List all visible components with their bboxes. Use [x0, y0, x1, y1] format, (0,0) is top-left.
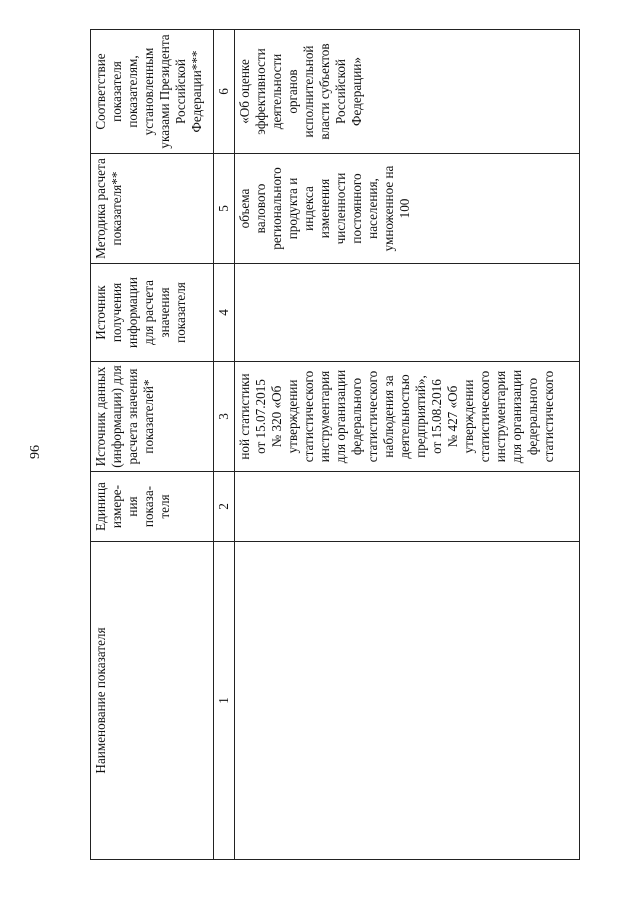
cell-text-line: индекса: [301, 186, 316, 231]
cell-unit: [235, 472, 580, 542]
cell-text-line: валового: [253, 183, 268, 234]
cell-text-line: статистического: [477, 370, 492, 463]
header-row: [91, 30, 214, 860]
cell-text-line: предприятий»,: [413, 375, 428, 458]
cell-text-line: изменения: [317, 178, 332, 239]
cell-indicator-name: [235, 542, 580, 860]
cell-text-line: регионального: [269, 167, 284, 250]
cell-text-line: от 15.08.2016: [429, 379, 444, 454]
cell-text-line: статистического: [301, 370, 316, 463]
header-unit: Единица измере- ния показа- теля: [91, 472, 214, 542]
cell-text-line: умноженное на: [381, 165, 396, 252]
cell-text-line: объема: [237, 188, 252, 229]
column-number: 4: [214, 264, 235, 362]
cell-compliance: [235, 30, 580, 154]
column-number: 3: [214, 362, 235, 472]
cell-text-line: утверждении: [461, 379, 476, 454]
cell-text-line: федерального: [349, 377, 364, 456]
cell-method: [235, 154, 580, 264]
header-compliance: Соответствие показателя показателям, установленным указами Президента Российской Федерации***: [91, 30, 214, 154]
cell-text-line: населения,: [365, 178, 380, 239]
cell-text-line: № 427 «Об: [445, 385, 460, 448]
column-number: 2: [214, 472, 235, 542]
cell-text-line: статистического: [365, 370, 380, 463]
indicator-table: [90, 29, 580, 860]
rotated-table-container: [90, 30, 590, 860]
header-info-source: Источник получения информации для расчета значения показателя: [91, 264, 214, 362]
column-number: 5: [214, 154, 235, 264]
cell-text-line: наблюдения за: [381, 375, 396, 458]
column-number-row: [214, 30, 235, 860]
cell-text-line: «Об оценке: [237, 59, 252, 124]
cell-text-line: власти субъектов: [317, 43, 332, 140]
cell-text-line: от 15.07.2015: [253, 379, 268, 454]
cell-text-line: органов: [285, 69, 300, 114]
cell-text-line: инструментария: [493, 370, 508, 463]
header-indicator-name: Наименование показателя: [91, 542, 214, 860]
column-number: 1: [214, 542, 235, 860]
header-method: Методика расчета показателя**: [91, 154, 214, 264]
cell-text-line: федерального: [525, 377, 540, 456]
cell-text-line: численности: [333, 172, 348, 245]
cell-text-line: статистического: [541, 370, 556, 463]
table-row: [235, 30, 580, 860]
cell-text-line: 100: [397, 198, 412, 219]
cell-text-line: эффективности: [253, 48, 268, 135]
cell-text-line: для организации: [509, 369, 524, 464]
cell-text-line: утверждении: [285, 379, 300, 454]
cell-data-source: [235, 362, 580, 472]
cell-text-line: инструментария: [317, 370, 332, 463]
cell-text-line: деятельности: [269, 53, 284, 130]
cell-info-source: [235, 264, 580, 362]
cell-text-line: ной статистики: [237, 373, 252, 460]
cell-text-line: Российской: [333, 59, 348, 124]
header-data-source: Источник данных (информации) для расчета значения показателей*: [91, 362, 214, 472]
cell-text-line: № 320 «Об: [269, 385, 284, 448]
cell-text-line: деятельностью: [397, 374, 412, 459]
page-number: 96: [28, 445, 43, 459]
column-number: 6: [214, 30, 235, 154]
cell-text-line: продукта и: [285, 177, 300, 240]
cell-text-line: постоянного: [349, 173, 364, 244]
cell-text-line: Федерации»: [349, 57, 364, 126]
cell-text-line: исполнительной: [301, 45, 316, 138]
cell-text-line: для организации: [333, 369, 348, 464]
